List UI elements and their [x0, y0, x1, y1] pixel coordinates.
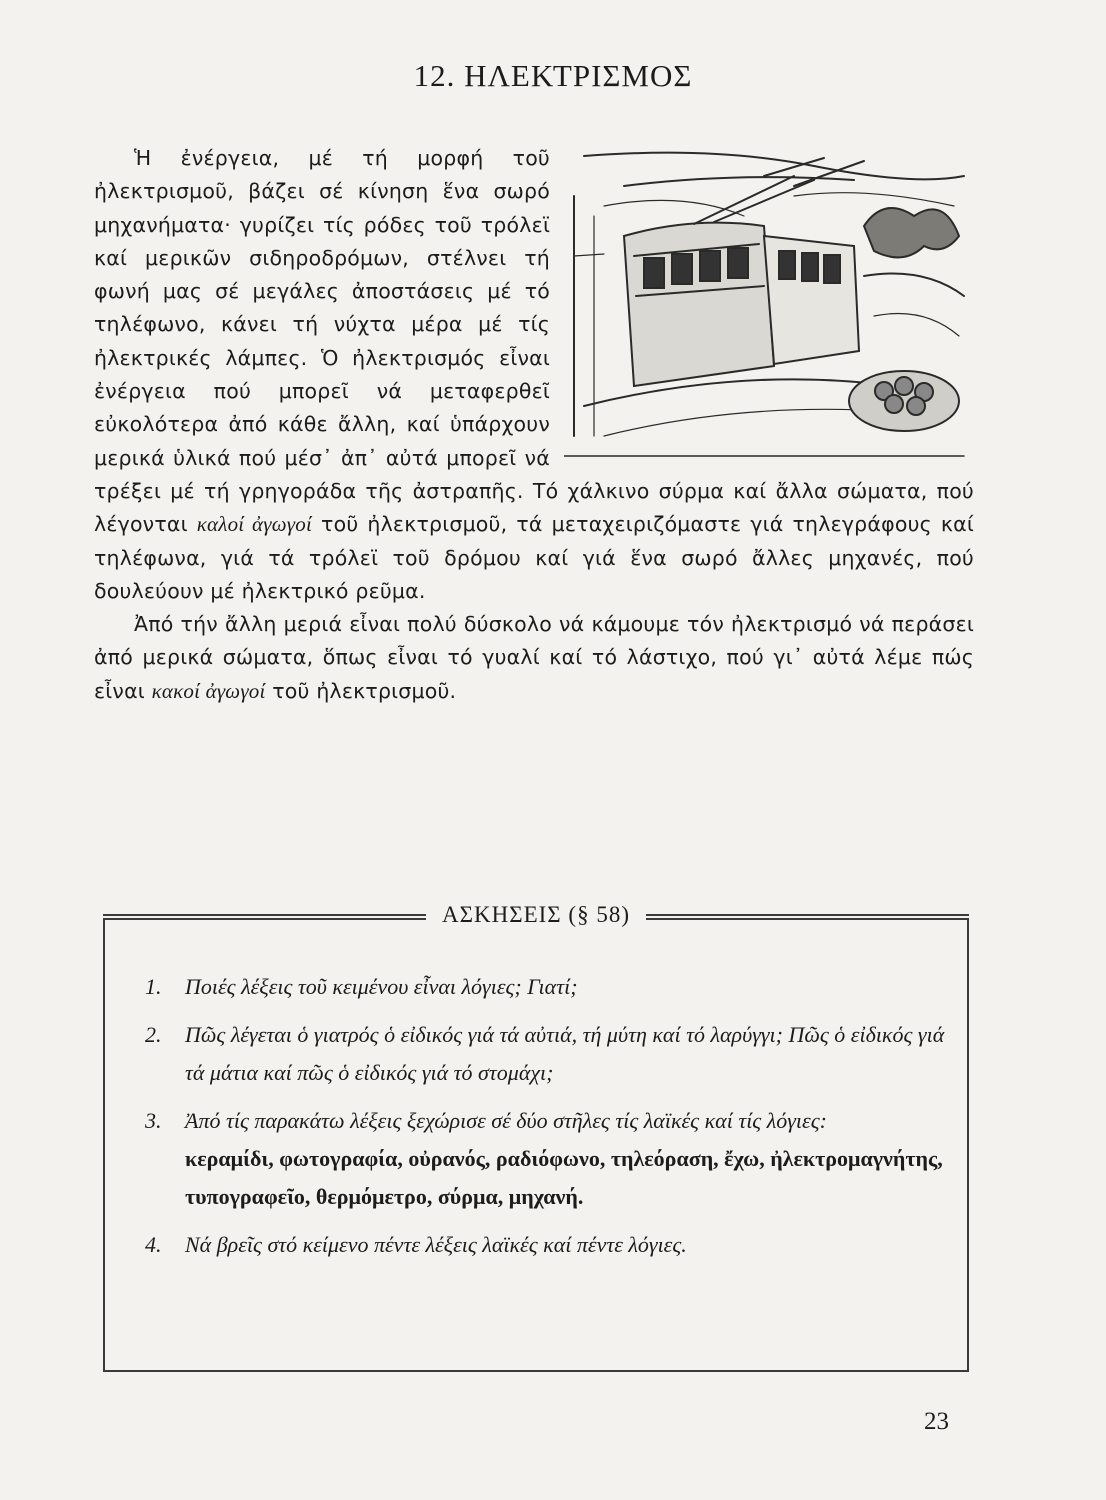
exercise-item	[145, 968, 945, 1006]
lesson-text	[94, 142, 974, 708]
exercise-item	[145, 1226, 945, 1264]
exercise-item	[145, 1102, 945, 1216]
exercises-header	[105, 902, 967, 928]
exercise-text-block	[185, 1102, 945, 1216]
exercises-title: ΑΣΚΗΣΕΙΣ (§ 58)	[426, 902, 646, 928]
paragraph-1: Ἡ ἐνέργεια, μέ τή μορφή τοῦ ἠλεκτρισμοῦ, βάζει σέ κίνηση ἕνα σωρό μηχανήματα· γυρίζει τίς ρόδες τοῦ τρόλεϊ καί μερικῶν σιδηροδρόμων, στέλνει τή φωνή μας σέ μεγάλες ἀποστάσεις μέ τό τηλέφωνο, κάνει τή νύχτα μέρα μέ τίς ἠλεκτρικές λάμπες. Ὁ ἠλεκτρισμός εἶναι ἐνέργεια πού μπορεῖ νά μεταφερθεῖ εὐκολότερα ἀπό κάθε ἄλλη, καί ὑπάρχουν μερικά ὑλικά πού μέσ᾽ ἀπ᾽ αὐτά μπορεῖ νά τρέξει μέ τή γρηγοράδα τῆς ἀστραπῆς. Τό χάλκινο σύρμα καί ἄλλα σώματα, πού λέγονται καλοί ἀγωγοί τοῦ ἠλεκτρισμοῦ, τά μεταχειριζόμαστε γιά τηλεγράφους καί τηλέφωνα, γιά τά τρόλεϊ τοῦ δρόμου καί γιά ἕνα σωρό ἄλλες μηχανές, πού δουλεύουν μέ ἠλεκτρικό ρεῦμα.	[94, 146, 975, 603]
exercise-number: 3.	[145, 1108, 162, 1133]
exercise-number: 4.	[145, 1232, 162, 1257]
exercise-text: Ἀπό τίς παρακάτω λέξεις ξεχώρισε σέ δύο στῆλες τίς λαϊκές καί τίς λόγιες:	[185, 1108, 827, 1133]
trolley-drawing	[564, 136, 974, 466]
exercise-text: Πῶς λέγεται ὁ γιατρός ὁ εἰδικός γιά τά αὐτιά, τή μύτη καί τό λαρύγγι; Πῶς ὁ εἰδικός γιά τά μάτια καί πῶς ὁ εἰδικός γιά τό στομάχι;	[185, 1022, 945, 1085]
exercise-list	[145, 968, 945, 1274]
exercises-box	[103, 902, 969, 1372]
trolley-illustration	[564, 136, 974, 466]
exercise-number: 1.	[145, 974, 162, 999]
exercise-number: 2.	[145, 1022, 162, 1047]
page-number: 23	[924, 1408, 949, 1435]
exercise-text: Ποιές λέξεις τοῦ κειμένου εἶναι λόγιες; Γιατί;	[185, 974, 578, 999]
exercise-text: Νά βρεῖς στό κείμενο πέντε λέξεις λαϊκές καί πέντε λόγιες.	[185, 1232, 687, 1257]
header-rule-right	[646, 914, 969, 916]
exercise-item	[145, 1016, 945, 1092]
word-list: κεραμίδι, φωτογραφία, οὐρανός, ραδιόφωνο, τηλεόραση, ἔχω, ἠλεκτρομαγνήτης, τυπογραφεῖο, θερμόμετρο, σύρμα, μηχανή.	[185, 1146, 943, 1209]
header-rule-left	[103, 914, 426, 916]
page-title: 12. ΗΛΕΚΤΡΙΣΜΟΣ	[413, 58, 693, 93]
paragraph-2: Ἀπό τήν ἄλλη μεριά εἶναι πολύ δύσκολο νά κάμουμε τόν ἠλεκτρισμό νά περάσει ἀπό μερικά σώματα, ὅπως εἶναι τό γυαλί καί τό λάστιχο, πού γι᾽ αὐτά λέμε πώς εἶναι κακοί ἀγωγοί τοῦ ἠλεκτρισμοῦ.	[94, 612, 974, 703]
